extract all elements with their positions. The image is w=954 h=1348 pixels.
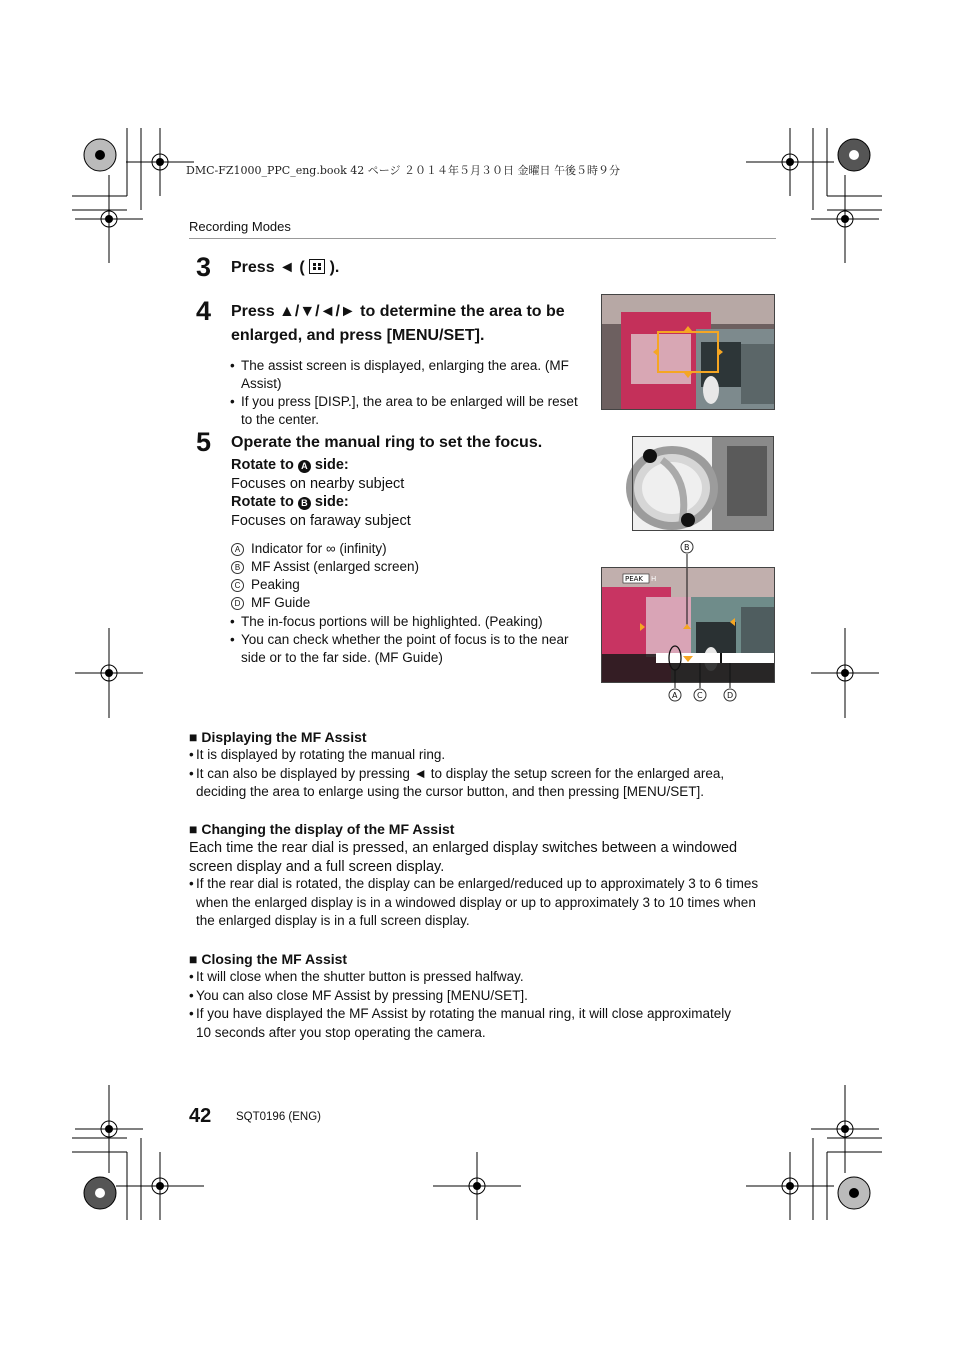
changing-mf-paragraph: Each time the rear dial is pressed, an enlarged display switches between a windowed screen display and a full screen display. bbox=[189, 840, 738, 875]
list-item: • If you have displayed the MF Assist by rotating the manual ring, it will close approximately 10 seconds after you stop operating the camera. bbox=[189, 1006, 732, 1040]
step-3-text: Press ◄ ( ). bbox=[231, 259, 340, 276]
legend-list bbox=[231, 540, 419, 612]
peak-label: PEAK bbox=[625, 575, 644, 583]
step-4-number: 4 bbox=[196, 296, 212, 326]
legend-item: D MF Guide bbox=[231, 594, 419, 612]
list-item: • The assist screen is displayed, enlarging the area. (MF Assist) bbox=[230, 358, 569, 391]
badge-a: A bbox=[298, 460, 311, 473]
list-item: • If you press [DISP.], the area to be enlarged will be reset to the center. bbox=[230, 394, 578, 427]
list-item: • You can check whether the point of focus is to the near side or to the far side. (MF Guide) bbox=[230, 632, 569, 665]
page-number: 42 bbox=[189, 1105, 212, 1127]
svg-text:C: C bbox=[697, 691, 703, 700]
step-4-bullets bbox=[230, 357, 590, 429]
camera-manual-ring-image bbox=[632, 436, 774, 531]
list-item: • You can also close MF Assist by pressing [MENU/SET]. bbox=[189, 987, 528, 1003]
legend-item: B MF Assist (enlarged screen) bbox=[231, 558, 419, 576]
list-item: • The in-focus portions will be highlighted. (Peaking) bbox=[230, 614, 543, 629]
mf-assist-screen-image bbox=[601, 538, 775, 698]
peak-suffix: H bbox=[651, 575, 657, 583]
list-item: • It can also be displayed by pressing ◄ to display the setup screen for the enlarged area, deciding the area to enlarge using the cursor button, and then pressing [MENU/SET]. bbox=[189, 765, 725, 799]
step-5-title: Operate the manual ring to set the focus. bbox=[231, 434, 543, 451]
list-item: • It will close when the shutter button is pressed halfway. bbox=[189, 969, 524, 984]
heading-changing-mf-assist: ■ Changing the display of the MF Assist bbox=[189, 821, 455, 837]
displaying-mf-list bbox=[189, 746, 724, 802]
svg-text:A: A bbox=[672, 691, 678, 700]
badge-b: B bbox=[298, 497, 311, 510]
changing-mf-list bbox=[189, 875, 758, 931]
closing-mf-list bbox=[189, 968, 731, 1042]
list-item: • It is displayed by rotating the manual ring. bbox=[189, 747, 446, 762]
step-5-number: 5 bbox=[196, 427, 212, 457]
heading-closing-mf-assist: ■ Closing the MF Assist bbox=[189, 951, 348, 967]
square-bullet-icon: ■ bbox=[189, 951, 202, 967]
square-bullet-icon: ■ bbox=[189, 821, 202, 837]
svg-text:D: D bbox=[727, 691, 734, 700]
step-4-text: Press ▲/▼/◄/► to determine the area to be enlarged, and press [MENU/SET]. bbox=[231, 303, 565, 344]
header-rule bbox=[189, 238, 776, 239]
legend-item: A Indicator for ∞ (infinity) bbox=[231, 540, 419, 558]
svg-text:B: B bbox=[684, 543, 690, 552]
list-item: • If the rear dial is rotated, the display can be enlarged/reduced up to approximately 3 to 6 times when the enlarged display is in a windowed display or up to approximately 3 to 10 times when the enlarged display is in a full screen display. bbox=[189, 876, 759, 928]
section-title: Recording Modes bbox=[189, 219, 291, 234]
legend-item: C Peaking bbox=[231, 576, 419, 594]
step-5-body: Rotate to A side: Focuses on nearby subject Rotate to B side: Focuses on faraway subject bbox=[231, 457, 411, 529]
print-header: DMC-FZ1000_PPC_eng.book 42 ページ ２０１４年５月３０日 金曜日 午後５時９分 bbox=[186, 164, 621, 177]
square-bullet-icon: ■ bbox=[189, 729, 202, 745]
heading-displaying-mf-assist: ■ Displaying the MF Assist bbox=[189, 729, 367, 745]
document-code: SQT0196 (ENG) bbox=[236, 1111, 321, 1123]
grid-icon bbox=[309, 259, 325, 274]
mf-assist-area-image bbox=[601, 294, 775, 410]
legend-bullets bbox=[230, 613, 590, 667]
step-3-number: 3 bbox=[196, 252, 212, 282]
